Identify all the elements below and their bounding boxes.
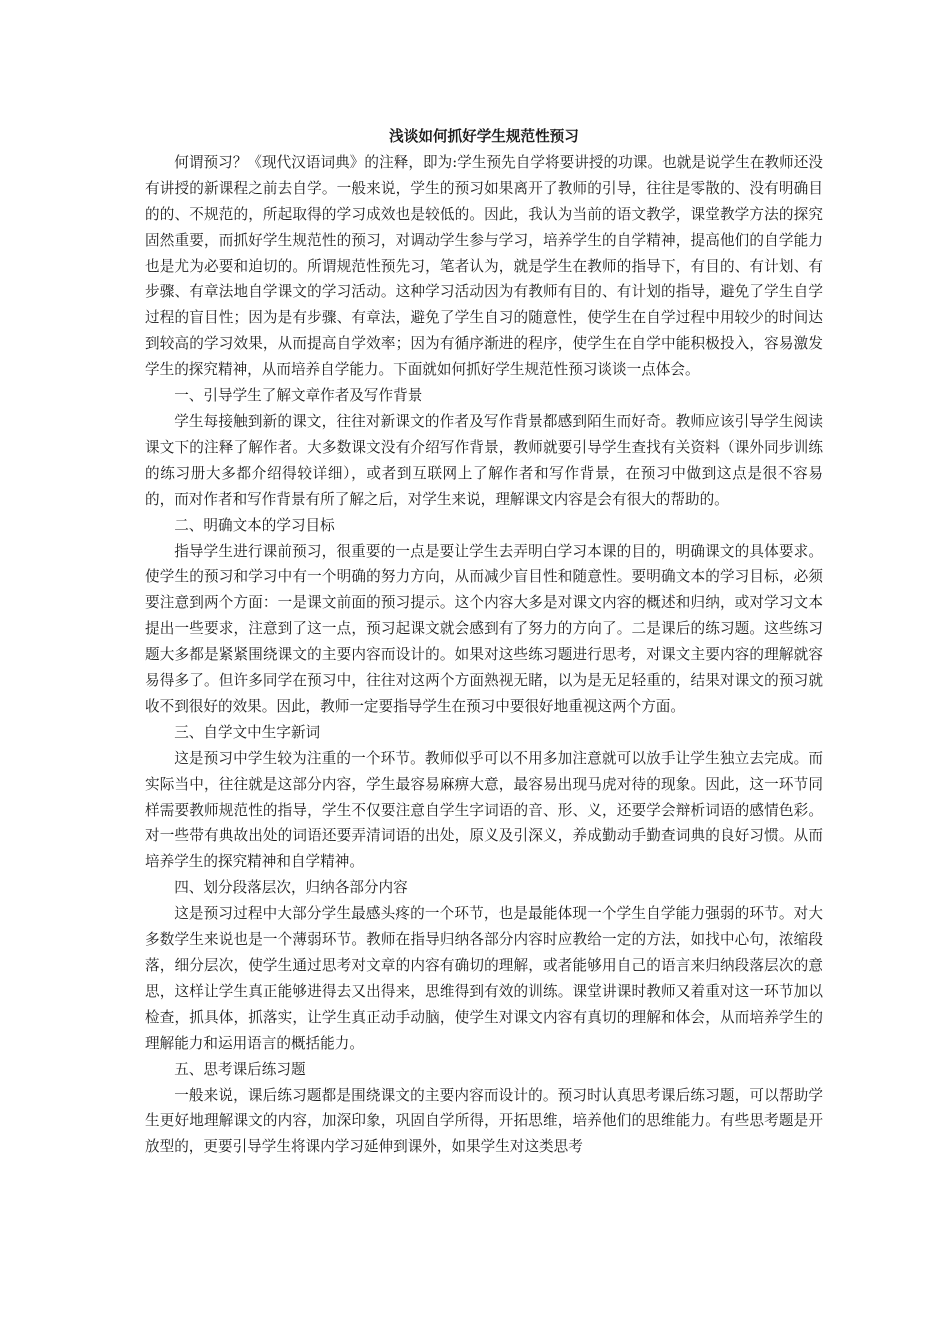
document-title: 浅谈如何抓好学生规范性预习 <box>389 128 579 145</box>
intro-paragraph: 何谓预习？《现代汉语词典》的注释，即为:学生预先自学将要讲授的功课。也就是说学生在教师还没有讲授的新课程之前去自学。一般来说，学生的预习如果离开了教师的引导，往往是零散的、没有明确目的的、不规范的，所起取得的学习成效也是较低的。因此，我认为当前的语文教学，课堂教学方法的探究固然重要，而抓好学生规范性的预习，对调动学生参与学习，培养学生的自学精神，提高他们的自学能力也是尤为必要和迫切的。所谓规范性预先习，笔者认为，就是学生在教师的指导下，有目的、有计划、有步骤、有章法地自学课文的学习活动。这种学习活动因为有教师有目的、有计划的指导，避免了学生自学过程的盲目性；因为是有步骤、有章法，避免了学生自习的随意性，使学生在自学过程中用较少的时间达到较高的学习效果，从而提高自学效率；因为有循序渐进的程序，使学生在自学中能积极投入，容易激发学生的探究精神，从而培养自学能力。下面就如何抓好学生规范性预习谈谈一点体会。 <box>145 153 823 379</box>
section-heading-2: 二、明确文本的学习目标 <box>174 516 335 534</box>
section-paragraph-1: 学生每接触到新的课文，往往对新课文的作者及写作背景都感到陌生而好奇。教师应该引导学生阅读课文下的注释了解作者。大多数课文没有介绍写作背景，教师就要引导学生查找有关资料（课外同步训练的练习册大多都介绍得较详细），或者到互联网上了解作者和写作背景，在预习中做到这点是很不容易的，而对作者和写作背景有所了解之后，对学生来说，理解课文内容是会有很大的帮助的。 <box>145 412 823 508</box>
section-heading-3: 三、自学文中生字新词 <box>174 723 321 741</box>
section-paragraph-4: 这是预习过程中大部分学生最感头疼的一个环节，也是最能体现一个学生自学能力强弱的环节。对大多数学生来说也是一个薄弱环节。教师在指导归纳各部分内容时应教给一定的方法，如找中心句，浓缩段落，细分层次，使学生通过思考对文章的内容有确切的理解，或者能够用自己的语言来归纳段落层次的意思，这样让学生真正能够进得去又出得来，思维得到有效的训练。课堂讲课时教师又着重对这一环节加以检查，抓具体，抓落实，让学生真正动手动脑，使学生对课文内容有真切的理解和体会，从而培养学生的理解能力和运用语言的概括能力。 <box>145 905 823 1052</box>
section-paragraph-5: 一般来说，课后练习题都是围绕课文的主要内容而设计的。预习时认真思考课后练习题，可以帮助学生更好地理解课文的内容，加深印象，巩固自学所得，开拓思维，培养他们的思维能力。有些思考题是开放型的，更要引导学生将课内学习延伸到课外，如果学生对这类思考 <box>145 1086 823 1156</box>
section-heading-4: 四、划分段落层次，归纳各部分内容 <box>174 879 408 897</box>
section-paragraph-3: 这是预习中学生较为注重的一个环节。教师似乎可以不用多加注意就可以放手让学生独立去完成。而实际当中，往往就是这部分内容，学生最容易麻痹大意，最容易出现马虎对待的现象。因此，这一环节同样需要教师规范性的指导，学生不仅要注意自学生字词语的音、形、义，还要学会辩析词语的感情色彩。对一些带有典故出处的词语还要弄清词语的出处，原义及引深义，养成勤动手勤查词典的良好习惯。从而培养学生的探究精神和自学精神。 <box>145 749 823 871</box>
section-heading-5: 五、思考课后练习题 <box>174 1060 306 1078</box>
section-paragraph-2: 指导学生进行课前预习，很重要的一点是要让学生去弄明白学习本课的目的，明确课文的具体要求。使学生的预习和学习中有一个明确的努力方向，从而减少盲目性和随意性。要明确文本的学习目标，必须要注意到两个方面：一是课文前面的预习提示。这个内容大多是对课文内容的概述和归纳，或对学习文本提出一些要求，注意到了这一点，预习起课文就会感到有了努力的方向了。二是课后的练习题。这些练习题大多都是紧紧围绕课文的主要内容而设计的。如果对这些练习题进行思考，对课文主要内容的理解就容易得多了。但许多同学在预习中，往往对这两个方面熟视无睹，以为是无足轻重的，结果对课文的预习就收不到很好的效果。因此，教师一定要指导学生在预习中要很好地重视这两个方面。 <box>145 542 823 715</box>
document-page <box>145 124 823 1160</box>
section-heading-1: 一、引导学生了解文章作者及写作背景 <box>174 387 423 405</box>
